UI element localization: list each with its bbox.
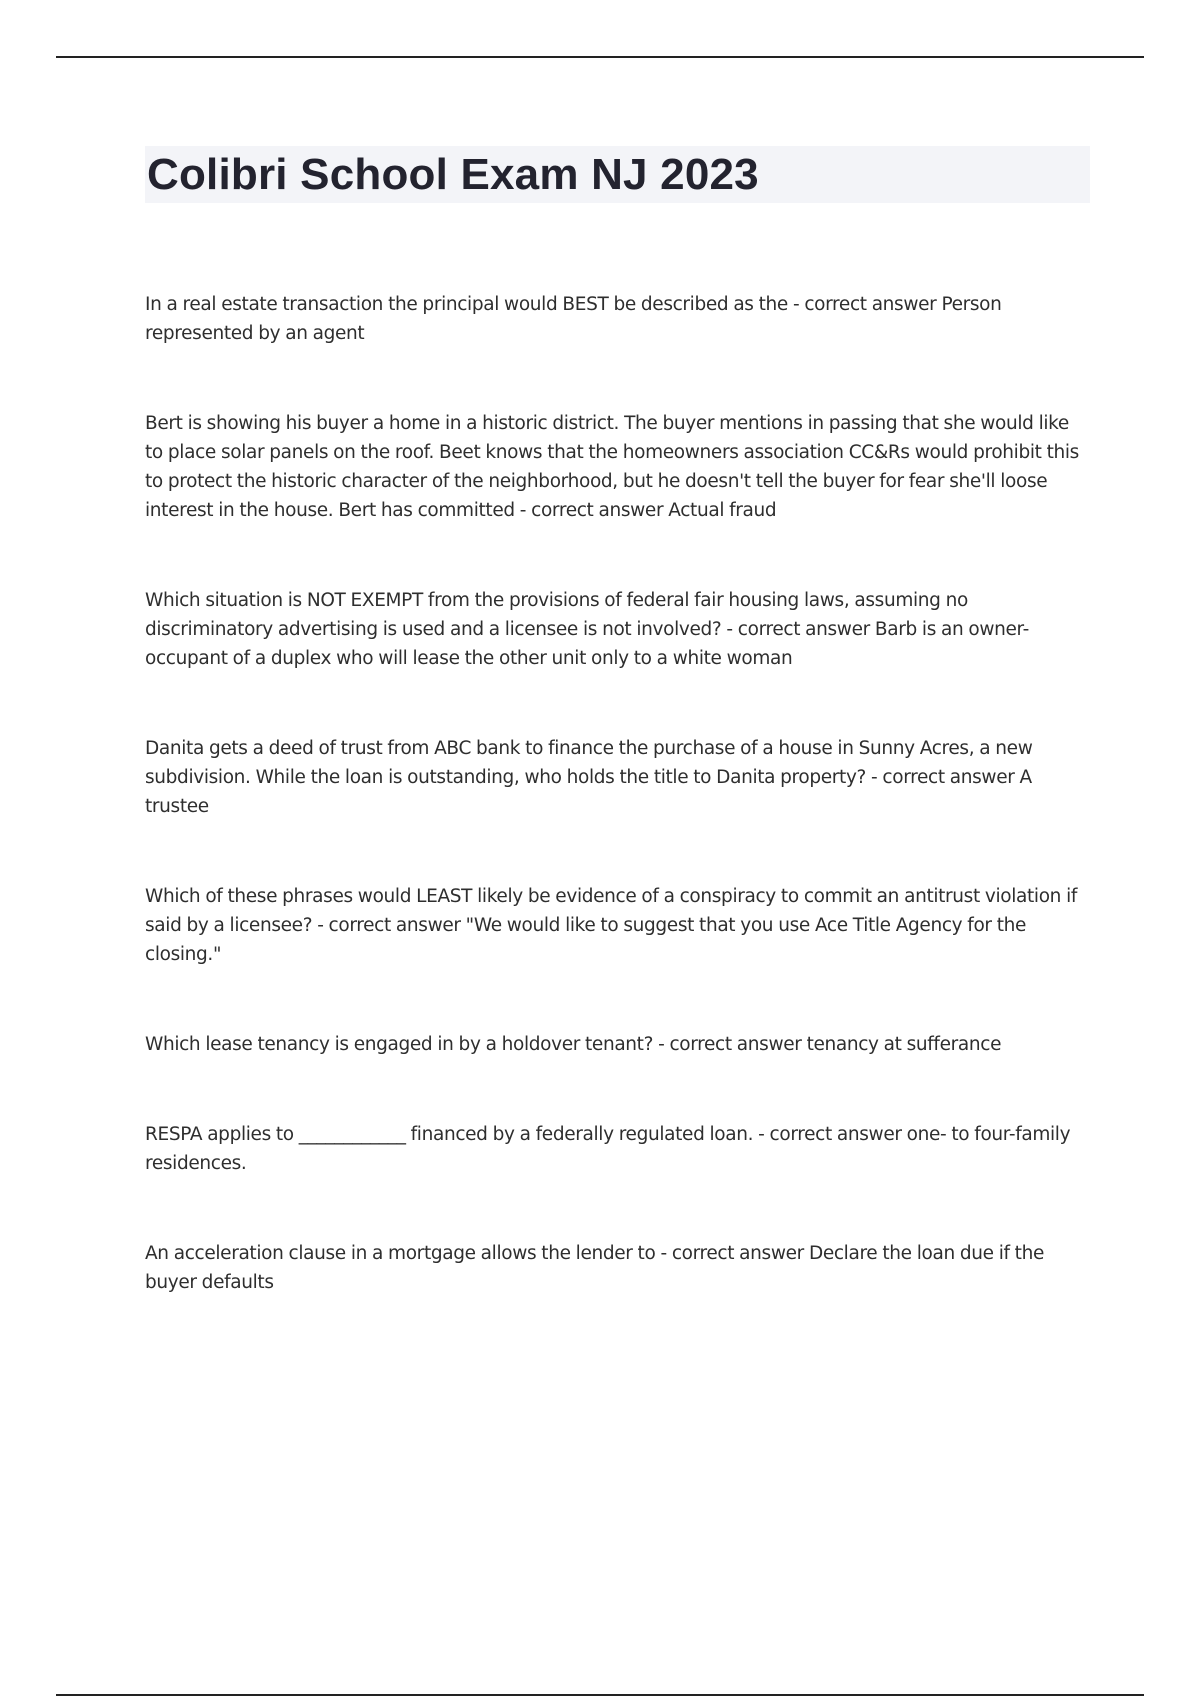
question-text: In a real estate transaction the principal would BEST be described as the xyxy=(145,294,788,315)
question-list xyxy=(145,290,1090,1297)
qa-item-5 xyxy=(145,882,1090,969)
top-divider xyxy=(56,56,1144,58)
answer-separator: - correct answer xyxy=(787,294,942,315)
qa-item-7 xyxy=(145,1120,1090,1178)
answer-text: Declare the loan due if the buyer defaults xyxy=(145,1243,1044,1293)
answer-text: one- to four-family residences. xyxy=(145,1124,1071,1174)
answer-text: Actual fraud xyxy=(668,500,777,521)
question-text: Danita gets a deed of trust from ABC bank to finance the purchase of a house in Sunny Acres, a new subdivision. While the loan is outstanding, who holds the title to Danita property? xyxy=(145,738,1033,788)
question-text: Which situation is NOT EXEMPT from the provisions of federal fair housing laws, assuming no discriminatory advertising is used and a licensee is not involved? xyxy=(145,590,968,640)
question-text: Bert is showing his buyer a home in a historic district. The buyer mentions in passing that she would like to place solar panels on the roof. Beet knows that the homeowners association CC&Rs would prohibit this to protect the historic character of the neighborhood, but he doesn't tell the buyer for fear she'll loose interest in the house. Bert has committed xyxy=(145,413,1079,521)
page-title: Colibri School Exam NJ 2023 xyxy=(147,150,759,199)
answer-separator: - correct answer xyxy=(653,1034,807,1055)
qa-item-1 xyxy=(145,290,1090,348)
answer-text: A trustee xyxy=(145,767,1032,817)
answer-separator: - correct answer xyxy=(655,1243,809,1264)
qa-item-4 xyxy=(145,734,1090,821)
bottom-divider xyxy=(56,1694,1144,1696)
question-text: Which lease tenancy is engaged in by a holdover tenant? xyxy=(145,1034,654,1055)
answer-separator: - correct answer xyxy=(312,915,466,936)
qa-item-3 xyxy=(145,586,1090,673)
answer-separator: - correct answer xyxy=(721,619,875,640)
question-text: Which of these phrases would LEAST likely be evidence of a conspiracy to commit an antitrust violation if said by a licensee? xyxy=(145,886,1078,936)
qa-item-6 xyxy=(145,1030,1090,1059)
answer-separator: - correct answer xyxy=(753,1124,907,1145)
answer-separator: - correct answer xyxy=(514,500,669,521)
qa-item-2 xyxy=(145,409,1090,525)
title-banner xyxy=(145,146,1090,203)
answer-text: Barb is an owner-occupant of a duplex who will lease the other unit only to a white woman xyxy=(145,619,1029,669)
answer-text: Person represented by an agent xyxy=(145,294,1002,344)
qa-item-8 xyxy=(145,1239,1090,1297)
answer-separator: - correct answer xyxy=(866,767,1020,788)
question-text: RESPA applies to ____________ financed by a federally regulated loan. xyxy=(145,1124,754,1145)
question-text: An acceleration clause in a mortgage allows the lender to xyxy=(145,1243,656,1264)
answer-text: tenancy at sufferance xyxy=(806,1034,1002,1055)
answer-text: "We would like to suggest that you use Ace Title Agency for the closing." xyxy=(145,915,1027,965)
